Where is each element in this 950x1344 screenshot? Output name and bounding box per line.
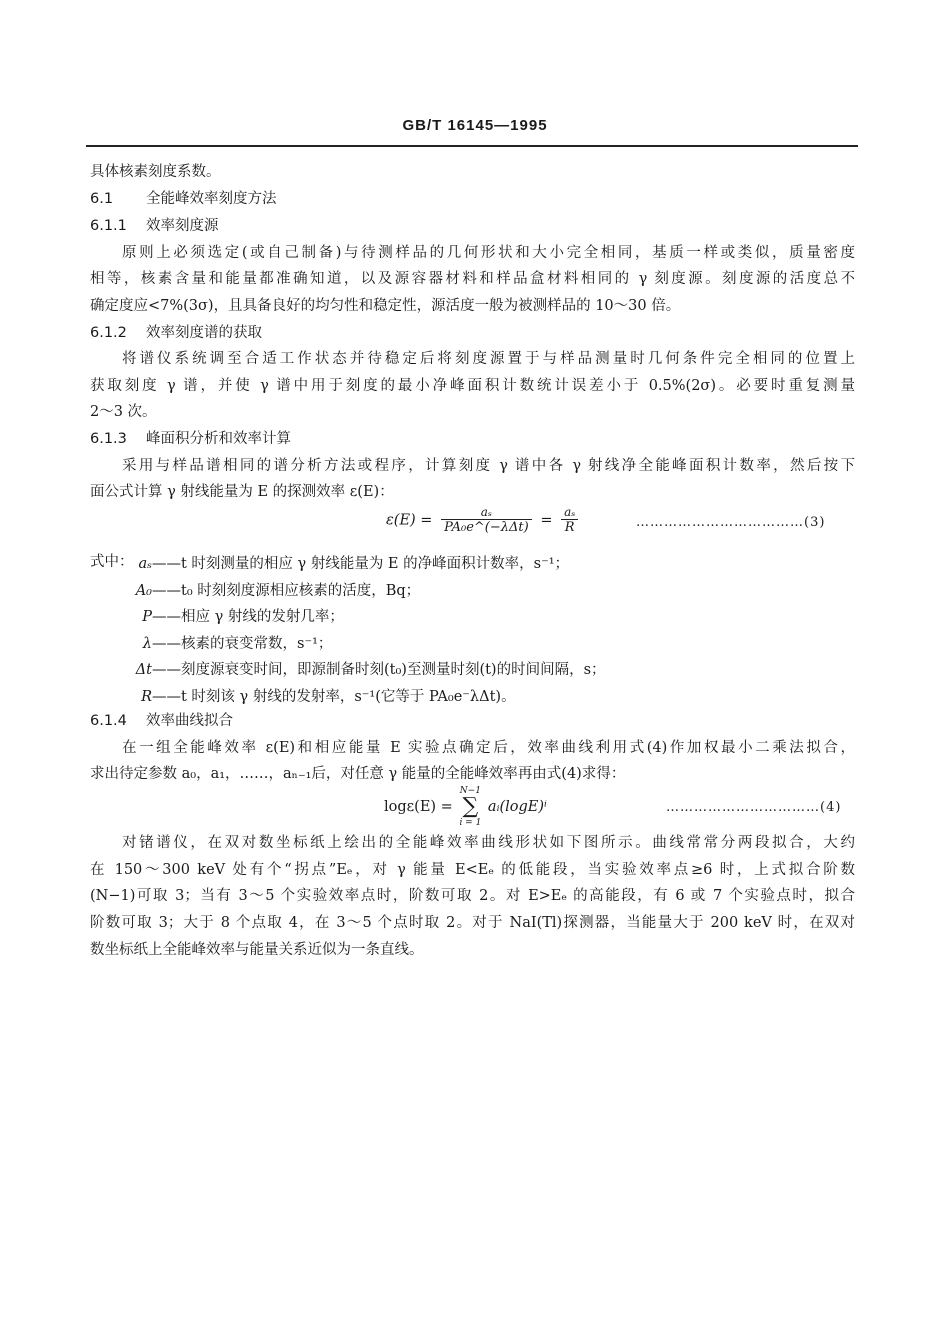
sum-lower-limit: i = 1 (459, 818, 482, 828)
definition-symbol: λ (142, 636, 152, 652)
definitions-intro: 式中： (90, 554, 134, 570)
paragraph-line: 求出待定参数 a₀，a₁，……，aₙ₋₁后，对任意 γ 能量的全能峰效率再由式(4)求得： (90, 766, 626, 782)
definition-symbol: A₀ (135, 583, 152, 599)
definition-row (90, 685, 516, 706)
sum-upper-limit: N−1 (459, 786, 481, 796)
definition-text: ——t 时刻该 γ 射线的发射率，s⁻¹(它等于 PA₀e⁻λΔt)。 (152, 689, 516, 705)
formula-4 (384, 786, 547, 828)
section-title: 全能峰效率刻度方法 (146, 191, 277, 207)
paragraph-line: 采用与样品谱相同的谱分析方法或程序，计算刻度 γ 谱中各 γ 射线净全能峰面积计数率，然后按下 (122, 458, 855, 474)
section-number: 6.1.2 (90, 325, 127, 341)
definition-row (90, 605, 344, 626)
definition-symbol: R (141, 689, 152, 705)
definition-text: ——t 时刻测量的相应 γ 射线能量为 E 的净峰面积计数率，s⁻¹； (152, 556, 570, 572)
section-title: 效率刻度源 (146, 218, 219, 234)
paragraph-line: 在 150～300 keV 处有个“拐点”Eₑ，对 γ 能量 E<Eₑ 的低能段，当实验效率点≥6 时，上式拟合阶数 (90, 862, 855, 878)
fraction-denominator: PA₀e^(−λΔt) (444, 520, 529, 535)
section-heading (90, 216, 219, 236)
summation (459, 786, 481, 828)
definition-row (90, 658, 606, 679)
fraction-numerator: aₛ (561, 505, 578, 520)
paragraph-line: 数坐标纸上全能峰效率与能量关系近似为一条直线。 (90, 942, 424, 958)
paragraph-line: 阶数可取 3；大于 8 个点取 4，在 3～5 个点时取 2。对于 NaI(Tl)探测器，当能量大于 200 keV 时，在双对 (90, 915, 855, 931)
fraction (561, 505, 578, 536)
formula-lhs: logε(E) = (384, 799, 453, 815)
section-number: 6.1.1 (90, 218, 127, 234)
paragraph-line: 具体核素刻度系数。 (90, 164, 221, 180)
definition-text: ——相应 γ 射线的发射几率； (152, 609, 344, 625)
section-title: 效率刻度谱的获取 (146, 325, 262, 341)
paragraph-line: 2～3 次。 (90, 404, 157, 420)
section-number: 6.1 (90, 191, 114, 207)
definition-text: ——刻度源衰变时间，即源制备时刻(t₀)至测量时刻(t)的时间间隔，s； (152, 662, 606, 678)
fraction (441, 505, 532, 536)
standard-header: GB/T 16145—1995 (402, 117, 548, 134)
paragraph-line: 确定度应<7%(3σ)，且具备良好的均匀性和稳定性，源活度一般为被测样品的 10～30 倍。 (90, 298, 681, 314)
definition-text: ——t₀ 时刻刻度源相应核素的活度，Bq； (152, 583, 421, 599)
equation-number: ……………………………(4) (666, 800, 842, 815)
definition-symbol: P (142, 609, 152, 625)
section-heading (90, 711, 233, 731)
formula-lhs: ε(E) = (386, 512, 433, 529)
section-number: 6.1.4 (90, 713, 127, 729)
definition-row (90, 579, 420, 600)
formula-3 (386, 505, 582, 536)
header-rule (86, 145, 858, 147)
paragraph-line: 面公式计算 γ 射线能量为 E 的探测效率 ε(E)： (90, 484, 394, 500)
paragraph-line: 获取刻度 γ 谱，并使 γ 谱中用于刻度的最小净峰面积计数统计误差小于 0.5%(2σ)。必要时重复测量 (90, 378, 855, 394)
section-number: 6.1.3 (90, 431, 127, 447)
fraction-denominator: R (564, 520, 575, 535)
definition-text: ——核素的衰变常数，s⁻¹； (152, 636, 333, 652)
paragraph-line: 将谱仪系统调至合适工作状态并待稳定后将刻度源置于与样品测量时几何条件完全相同的位置上 (122, 351, 855, 367)
definition-row (90, 632, 332, 653)
equation-number: ………………………………(3) (636, 515, 826, 530)
definition-symbol: Δt (135, 662, 152, 678)
paragraph-line: 原则上必须选定(或自己制备)与待测样品的几何形状和大小完全相同，基质一样或类似，质量密度 (122, 245, 855, 261)
definition-row (90, 552, 569, 573)
definition-symbol: aₛ (138, 556, 152, 572)
section-heading (90, 189, 277, 209)
fraction-numerator: aₛ (441, 505, 532, 520)
section-heading (90, 429, 291, 449)
paragraph-line: 对锗谱仪，在双对数坐标纸上绘出的全能峰效率曲线形状如下图所示。曲线常常分两段拟合，大约 (122, 835, 855, 851)
paragraph-line: (N−1)可取 3；当有 3～5 个实验效率点时，阶数可取 2。对 E>Eₑ 的高能段，有 6 或 7 个实验点时，拟合 (90, 888, 855, 904)
equals-sign: = (540, 512, 553, 529)
section-heading (90, 323, 262, 343)
section-title: 峰面积分析和效率计算 (146, 431, 291, 447)
section-title: 效率曲线拟合 (146, 713, 233, 729)
sigma-icon: ∑ (462, 794, 479, 819)
formula-rhs: aᵢ(logE)ⁱ (487, 799, 547, 815)
paragraph-line: 相等，核素含量和能量都准确知道，以及源容器材料和样品盒材料相同的 γ 刻度源。刻度源的活度总不 (90, 271, 855, 287)
paragraph-line: 在一组全能峰效率 ε(E)和相应能量 E 实验点确定后，效率曲线利用式(4)作加权最小二乘法拟合， (122, 740, 855, 756)
